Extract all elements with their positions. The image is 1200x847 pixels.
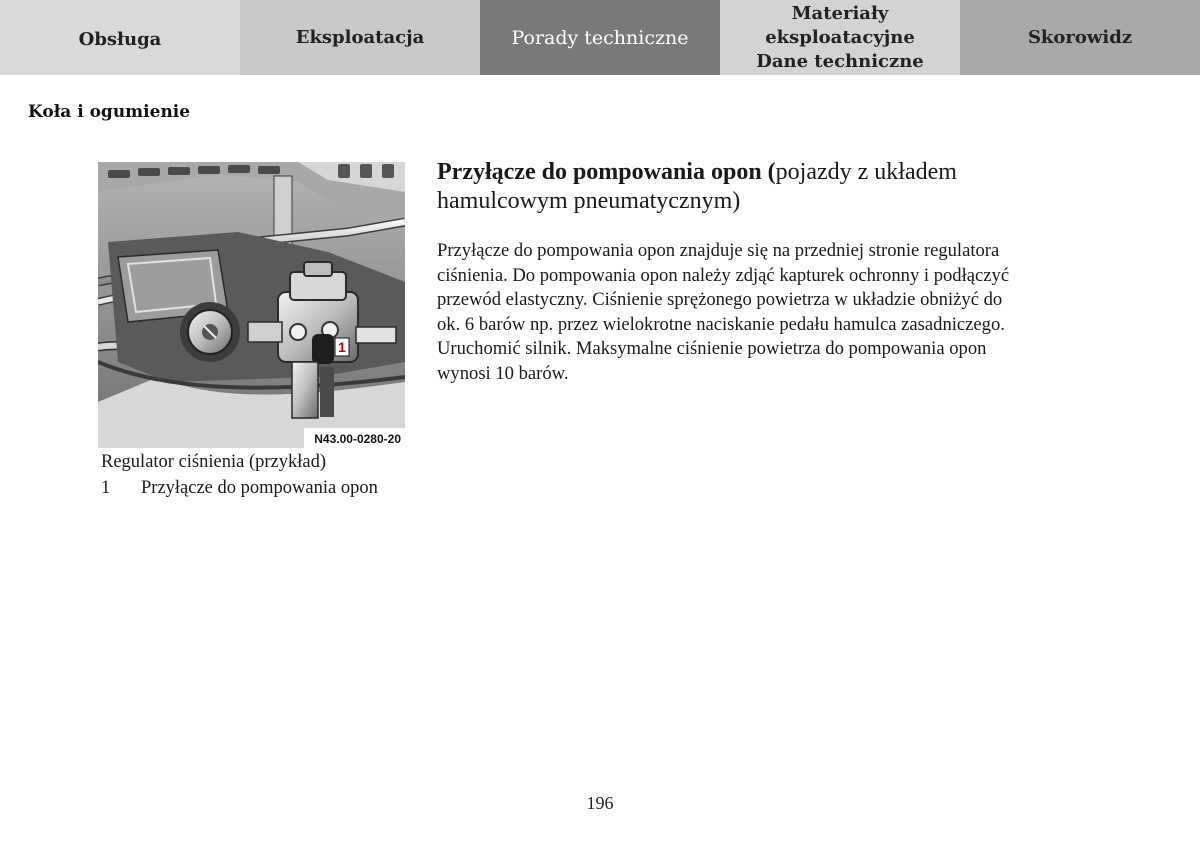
heading-bold: Przyłącze do pompowania opon ( — [437, 159, 776, 185]
tab-eksploatacja[interactable] — [240, 0, 480, 75]
tab-label — [720, 2, 960, 74]
tab-label: Skorowidz — [1027, 26, 1133, 48]
body-line: ok. 6 barów np. przez wielokrotne naciskanie pedału hamulca zasadniczego. — [437, 313, 1005, 335]
tab-obsluga[interactable] — [0, 0, 240, 75]
figure-caption — [101, 449, 421, 501]
caption-item-number: 1 — [101, 478, 111, 498]
caption-title: Regulator ciśnienia (przykład) — [101, 452, 326, 472]
tab-porady-techniczne[interactable] — [480, 0, 720, 75]
article-body — [437, 239, 1077, 387]
body-line: Przyłącze do pompowania opon znajduje się na przedniej stronie regulatora — [437, 240, 1000, 261]
body-line: ciśnienia. Do pompowania opon należy zdjąć kapturek ochronny i podłączyć — [437, 264, 1010, 286]
body-line: Uruchomić silnik. Maksymalne ciśnienie powietrza do pompowania opon — [437, 338, 987, 360]
tab-label: Obsługa — [78, 28, 162, 50]
article-heading — [437, 158, 1077, 216]
figure-code: N43.00-0280-20 — [314, 432, 401, 446]
pressure-regulator-photo — [98, 162, 405, 448]
tab-skorowidz[interactable] — [960, 0, 1200, 75]
heading-rest: pojazdy z układem hamulcowym pneumatycznym) — [437, 159, 957, 214]
chapter-tabs — [0, 0, 1200, 75]
pressure-regulator-illustration — [98, 162, 405, 448]
tab-label: Porady techniczne — [511, 26, 689, 49]
page-number: 196 — [586, 793, 614, 813]
tab-materialy-dane[interactable] — [720, 0, 960, 75]
tab-label-line1: Materiały eksploatacyjne — [765, 2, 915, 48]
caption-item-text: Przyłącze do pompowania opon — [141, 478, 378, 498]
figure-marker-1: 1 — [338, 339, 346, 355]
caption-item — [101, 475, 421, 501]
body-line: przewód elastyczny. Ciśnienie sprężonego powietrza w układzie obniżyć do — [437, 289, 1003, 311]
section-title: Koła i ogumienie — [28, 102, 191, 122]
tab-label: Eksploatacja — [295, 26, 425, 48]
body-line: wynosi 10 barów. — [437, 362, 569, 384]
tab-label-line2: Dane techniczne — [756, 50, 924, 72]
